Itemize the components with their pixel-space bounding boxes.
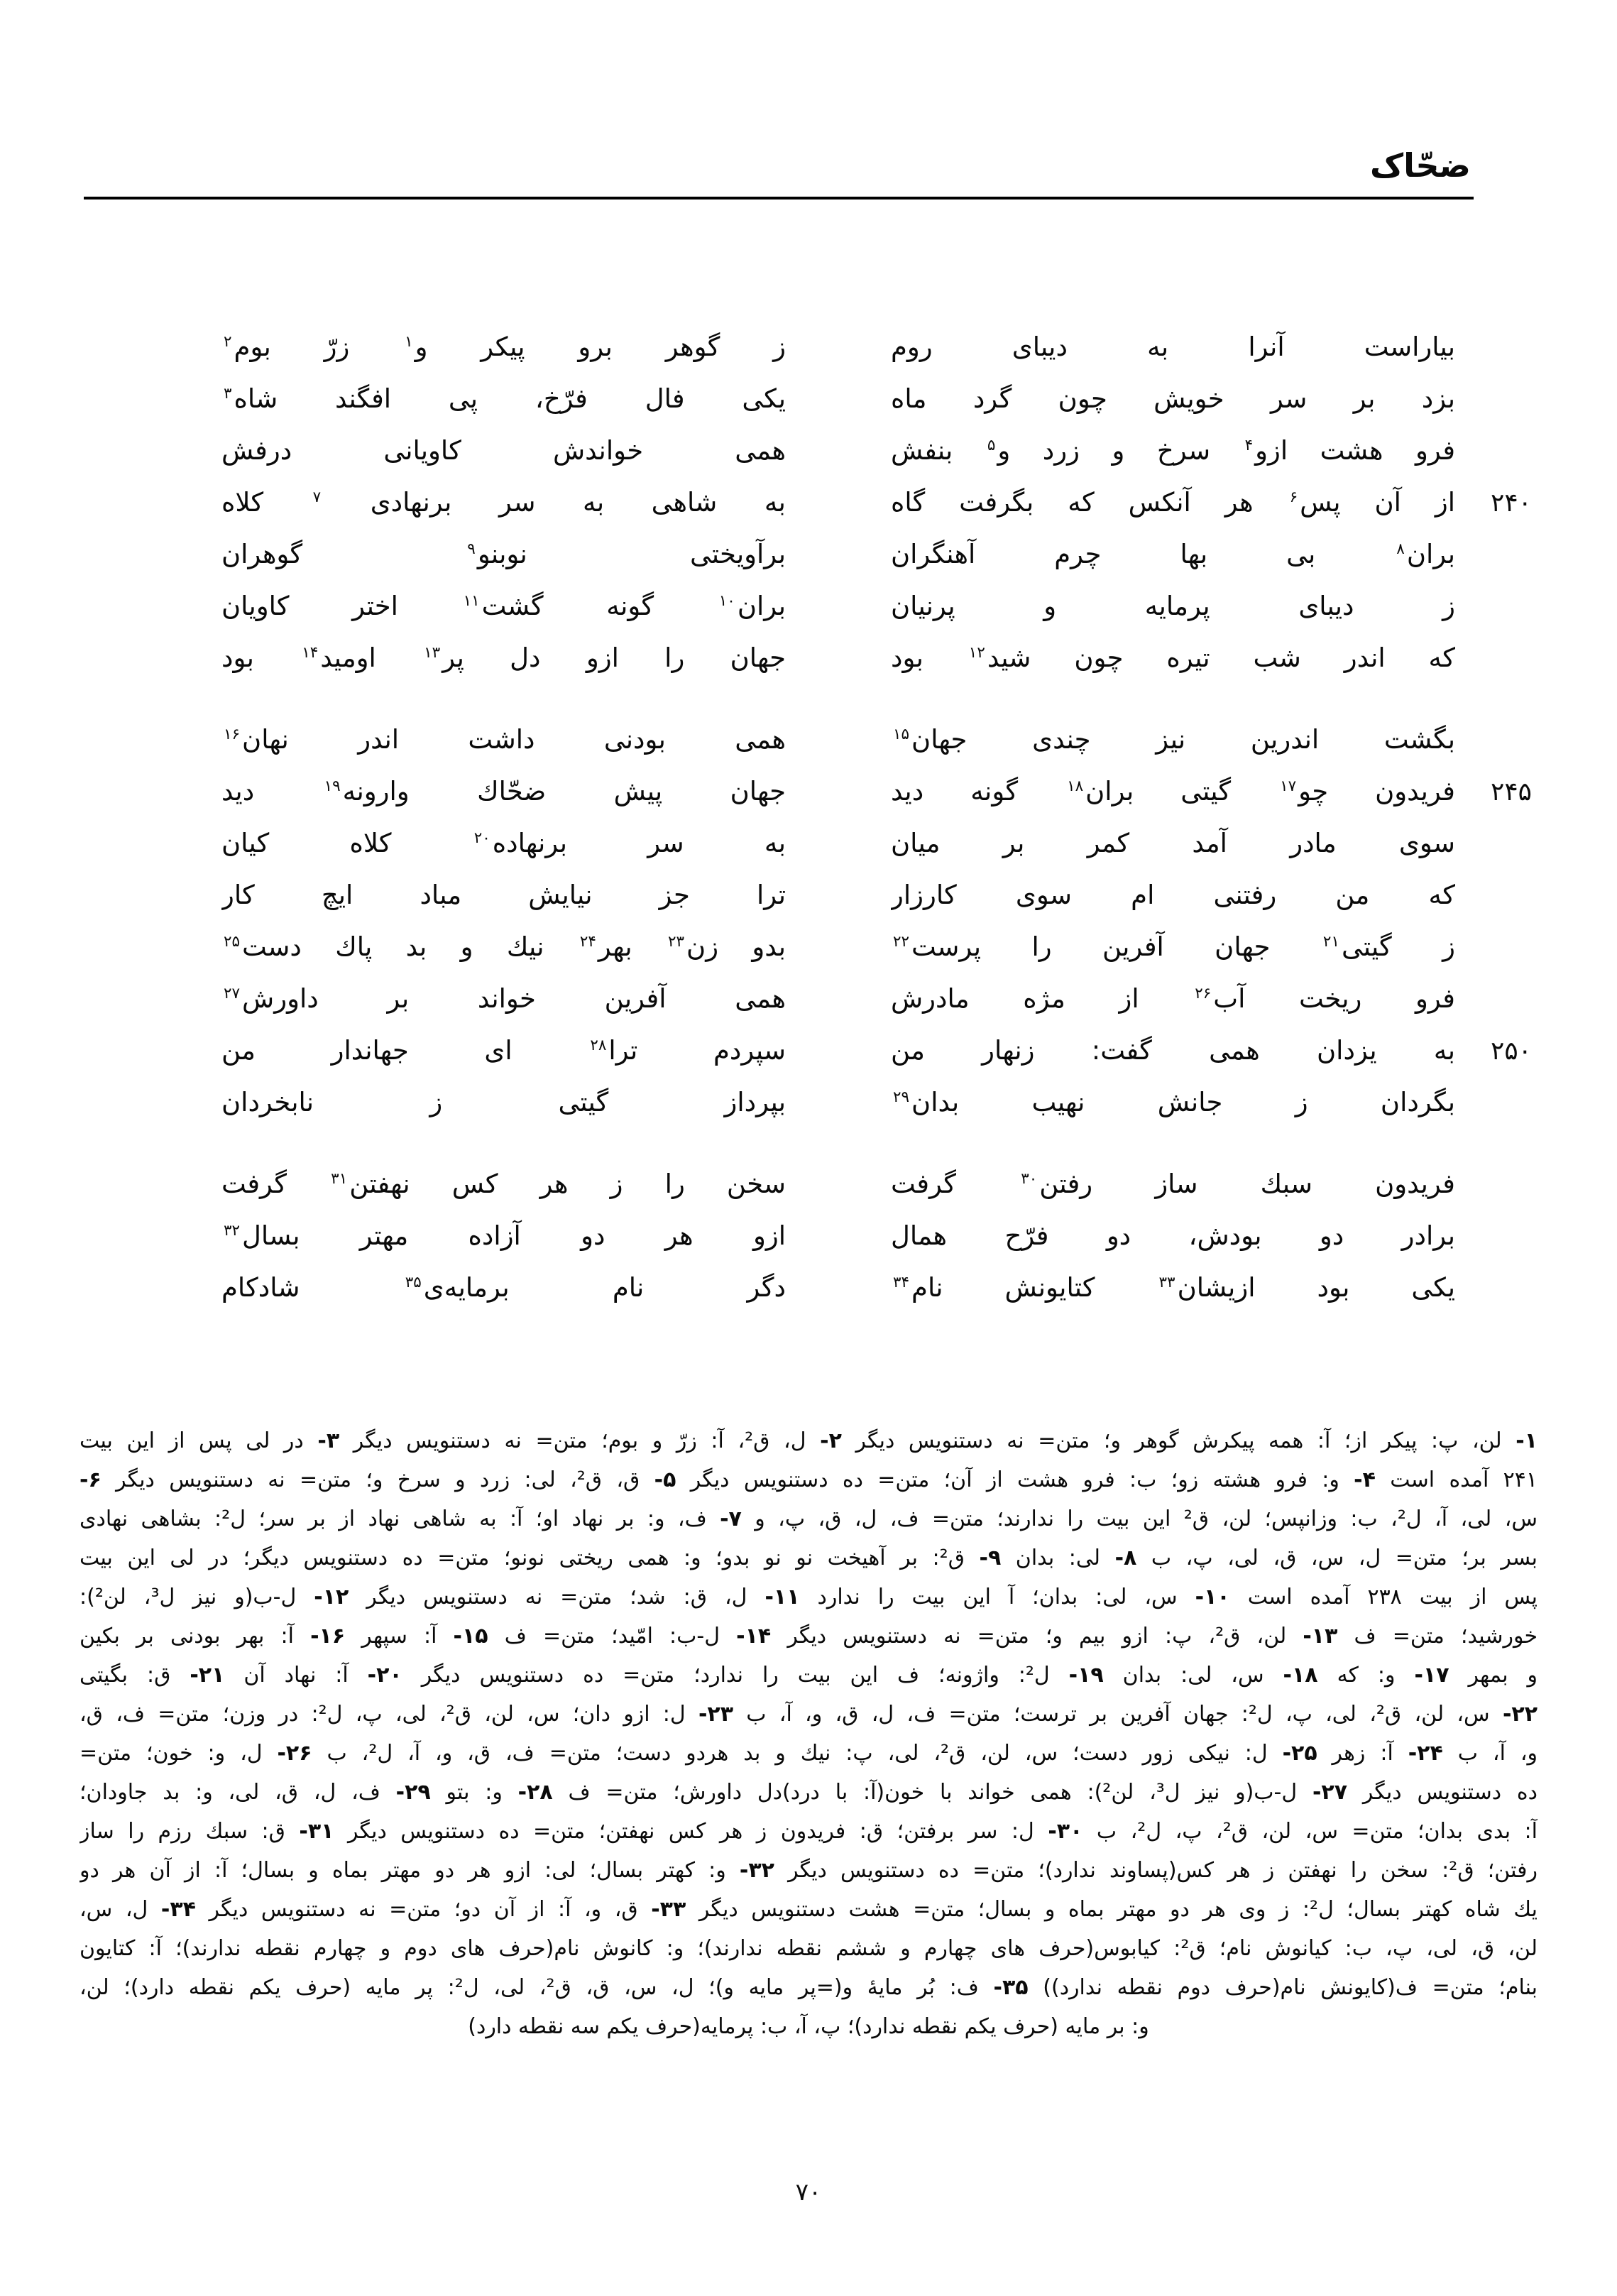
hemistich-first: بزد بر سر خویش چون گرد ماه bbox=[891, 383, 1455, 414]
verse-number: ۲۴۵ bbox=[1490, 777, 1532, 807]
hemistich-second: ز گوهر برو پیکر و$^۱$ زرّ بوم$^۲$ bbox=[224, 332, 786, 362]
poem-row bbox=[221, 580, 1532, 632]
hemistich-first: از آن پس$^۶$ هر آنکس که بگرفت گاه bbox=[891, 487, 1455, 518]
footnote-line: رفتن؛ ق²: سخن را نهفتن ز هر کس(پساوند ندارد)؛ متن= ده دستنویس دیگر ۳۲- و: کهتر بسال؛ لی: ازو هر دو مهتر بماه و بسال؛ آ: از آن هر دو bbox=[80, 1858, 1537, 1883]
hemistich-second: جهان پیش ضحّاك وارونه$^{۱۹}$ دید bbox=[221, 776, 786, 807]
hemistich-first: سوی مادر آمد کمر بر میان bbox=[891, 828, 1455, 858]
hemistich-first: برادر دو بودش، دو فرّح همال bbox=[891, 1220, 1455, 1251]
footnote-line: ده دستنویس دیگر ۲۷- ل-ب(و نیز ل³، لن²): همی خواند با خون(آ: با درد)دل داورش؛ متن= ف ۲۸- و: بتو ۲۹- ف، ل، ق، لی، و: بد جاودان؛ bbox=[80, 1780, 1537, 1805]
poem-row bbox=[221, 1210, 1532, 1262]
hemistich-first: بیاراست آنرا به دیبای روم bbox=[891, 332, 1455, 362]
hemistich-second: بران$^{۱۰}$ گونه گشت$^{۱۱}$ اختر کاویان bbox=[221, 591, 786, 621]
poem-row bbox=[221, 1158, 1532, 1210]
hemistich-first: فرو ریخت آب$^{۲۶}$ از مژه مادرش bbox=[891, 983, 1455, 1014]
footnote-line: و: بر مایه (حرف یکم نقطه ندارد)؛ پ، آ، ب: پرمایه(حرف یکم سه نقطه دارد) bbox=[468, 2014, 1149, 2039]
hemistich-first: فرو هشت ازو$^۴$ سرخ و زرد و$^۵$ بنفش bbox=[891, 435, 1455, 466]
poem-row bbox=[221, 528, 1532, 580]
footnote-line: و، آ، ب ۲۴- آ: زهر ۲۵- ل: نیکی زور دست؛ س، لن، ق²، لی، پ: نیك و بد هردو دست؛ متن= ف، ق، و، آ، ل²، ب ۲۶- ل، و: خون؛ متن= bbox=[80, 1741, 1537, 1766]
page-number: ۷۰ bbox=[795, 2178, 822, 2207]
footnote-line: بنام؛ متن= ف(کایونش نام(حرف دوم نقطه ندارد)) ۳۵- ف: بُر مایهٔ و(=پر مایه و)؛ ل، س، ق، ق²، لی، ل²: پر مایه (حرف یکم نقطه دارد)؛ لن، bbox=[80, 1975, 1537, 2000]
hemistich-first: فریدون چو$^{۱۷}$ گیتی بران$^{۱۸}$ گونه دید bbox=[891, 776, 1455, 807]
poem-row bbox=[221, 817, 1532, 869]
hemistich-first: که من رفتنی ام سوی کارزار bbox=[891, 880, 1455, 910]
hemistich-second: بپرداز گیتی ز نابخردان bbox=[221, 1087, 786, 1117]
poem-row bbox=[221, 373, 1532, 425]
footnote-line: پس از بیت ۲۳۸ آمده است ۱۰- س، لی: بدان؛ آ این بیت را ندارد ۱۱- ل، ق: شد؛ متن= نه دستنویس دیگر ۱۲- ل-ب(و نیز ل³، لن²): bbox=[80, 1585, 1537, 1609]
footnote-line: آ: بدی بدان؛ متن= س، لن، ق²، پ، ل²، ب ۳۰- ل: سر برفتن؛ ق: فریدون ز هر کس نهفتن؛ متن= ده دستنویس دیگر ۳۱- ق: سبك رزم را ساز bbox=[80, 1819, 1537, 1844]
poem-block bbox=[221, 1158, 1532, 1313]
poem-row bbox=[221, 632, 1532, 684]
hemistich-first: ز گیتی$^{۲۱}$ جهان آفرین را پرست$^{۲۲}$ bbox=[893, 931, 1455, 962]
hemistich-second: دگر نام برمایه‌ی$^{۳۵}$ شادکام bbox=[221, 1272, 786, 1303]
hemistich-first: یکی بود ازیشان$^{۳۳}$ کتایونش نام$^{۳۴}$ bbox=[893, 1272, 1455, 1303]
hemistich-second: ازو هر دو آزاده مهتر بسال$^{۳۲}$ bbox=[224, 1220, 786, 1251]
hemistich-first: فریدون سبك ساز رفتن$^{۳۰}$ گرفت bbox=[891, 1169, 1455, 1199]
hemistich-second: به سر برنهاده$^{۲۰}$ کلاه کیان bbox=[221, 828, 786, 858]
hemistich-first: که اندر شب تیره چون شید$^{۱۲}$ بود bbox=[891, 643, 1455, 673]
hemistich-second: همی آفرین خواند بر داورش$^{۲۷}$ bbox=[224, 983, 786, 1014]
hemistich-first: بگردان ز جانش نهیب بدان$^{۲۹}$ bbox=[893, 1087, 1455, 1117]
footnotes bbox=[80, 1421, 1537, 2046]
poem-row bbox=[221, 425, 1532, 476]
hemistich-second: ترا جز نیایش مباد ایچ کار bbox=[221, 880, 786, 910]
verse-number: ۲۴۰ bbox=[1490, 488, 1532, 518]
poem-block bbox=[221, 714, 1532, 1128]
hemistich-second: همی خواندش کاویانی درفش bbox=[221, 435, 786, 466]
poem bbox=[221, 321, 1532, 1343]
poem-row bbox=[221, 921, 1532, 973]
hemistich-second: برآویختی نوبنو$^۹$ گوهران bbox=[221, 539, 786, 569]
hemistich-first: بگشت اندرین نیز چندی جهان$^{۱۵}$ bbox=[893, 724, 1455, 755]
footnote-line: و بمهر ۱۷- و: که ۱۸- س، لی: بدان ۱۹- ل²: واژونه؛ ف این بیت را ندارد؛ متن= ده دستنویس دیگر ۲۰- آ: نهاد آن ۲۱- ق: بگیتی bbox=[80, 1663, 1537, 1688]
poem-row bbox=[221, 765, 1532, 817]
poem-block bbox=[221, 321, 1532, 684]
header-rule bbox=[84, 197, 1474, 199]
page-title: ضحّاک bbox=[1370, 146, 1471, 185]
hemistich-first: به یزدان همی گفت: زنهار من bbox=[891, 1035, 1455, 1066]
hemistich-second: سپردم ترا$^{۲۸}$ ای جهاندار من bbox=[221, 1035, 786, 1066]
footnote-line: ۲۴۱ آمده است ۴- و: فرو هشته زو؛ ب: فرو هشت از آن؛ متن= ده دستنویس دیگر ۵- ق، ق²، لی: زرد و سرخ و؛ متن= نه دستنویس دیگر ۶- bbox=[80, 1467, 1537, 1492]
footnote-line: ۱- لن، پ: پیکر از؛ آ: همه پیکرش گوهر و؛ متن= نه دستنویس دیگر ۲- ل، ق²، آ: زرّ و بوم؛ متن= نه دستنویس دیگر ۳- در لی پس از این بیت bbox=[80, 1428, 1537, 1453]
footnote-line: س، لی، آ، ل²، ب: وزانپس؛ لن، ق² این بیت را ندارند؛ متن= ف، ل، ق، پ، و ۷- ف، و: بر نهاد او؛ آ: به شاهی نهاد از بر سر؛ ل²: بشاهی نهادی bbox=[80, 1507, 1537, 1531]
hemistich-first: ز دیبای پرمایه و پرنیان bbox=[891, 591, 1455, 621]
footnote-line: یك شاه کهتر بسال؛ ل²: ز وی هر دو مهتر بماه و بسال؛ متن= هشت دستنویس دیگر ۳۳- ق، و، آ: از آن دو؛ متن= نه دستنویس دیگر ۳۴- ل، س، bbox=[80, 1897, 1537, 1922]
hemistich-second: جهان را ازو دل پر$^{۱۳}$ اومید$^{۱۴}$ بود bbox=[221, 643, 786, 673]
hemistich-second: یکی فال فرّخ، پی افگند شاه$^۳$ bbox=[224, 383, 786, 414]
hemistich-second: سخن را ز هر کس نهفتن$^{۳۱}$ گرفت bbox=[221, 1169, 786, 1199]
hemistich-second: همی بودنی داشت اندر نهان$^{۱۶}$ bbox=[224, 724, 786, 755]
poem-row bbox=[221, 321, 1532, 373]
poem-row bbox=[221, 1262, 1532, 1313]
verse-number: ۲۵۰ bbox=[1490, 1037, 1532, 1066]
poem-row bbox=[221, 476, 1532, 528]
poem-row bbox=[221, 973, 1532, 1024]
poem-row bbox=[221, 1024, 1532, 1076]
footnote-line: خورشید؛ متن= ف ۱۳- لن، ق²، پ: ازو بیم و؛ متن= نه دستنویس دیگر ۱۴- ل-ب: امّید؛ متن= ف ۱۵- آ: سپهر ۱۶- آ: بهر بودنی بر بکین bbox=[80, 1624, 1537, 1649]
poem-row bbox=[221, 1076, 1532, 1128]
poem-row bbox=[221, 869, 1532, 921]
hemistich-second: بدو زن$^{۲۳}$ بهر$^{۲۴}$ نیك و بد پاك دست$^{۲۵}$ bbox=[224, 931, 786, 962]
hemistich-second: به شاهی به سر برنهادی $^۷$ کلاه bbox=[221, 487, 786, 518]
hemistich-first: بران$^۸$ بی بها چرم آهنگران bbox=[891, 539, 1455, 569]
footnote-line: ۲۲- س، لن، ق²، لی، پ، ل²: جهان آفرین بر ترست؛ متن= ف، ل، ق، و، آ، ب ۲۳- ل: ازو دان؛ س، لن، ق²، لی، پ، ل²: در وزن؛ متن= ف، ق، bbox=[80, 1702, 1537, 1727]
poem-row bbox=[221, 714, 1532, 765]
footnote-line: بسر بر؛ متن= ل، س، ق، لی، پ، ب ۸- لی: بدان ۹- ق²: بر آهیخت نو نو بدو؛ و: همی ریختی نونو؛ متن= ده دستنویس دیگر؛ در لی این بیت bbox=[80, 1546, 1537, 1570]
footnote-line: لن، ق، لی، پ، ب: کیانوش نام؛ ق²: کیابوس(حرف های چهارم و ششم نقطه ندارند)؛ و: کانوش نام(حرف های دوم و چهارم نقطه ندارند)؛ آ: کتایون bbox=[80, 1936, 1537, 1961]
